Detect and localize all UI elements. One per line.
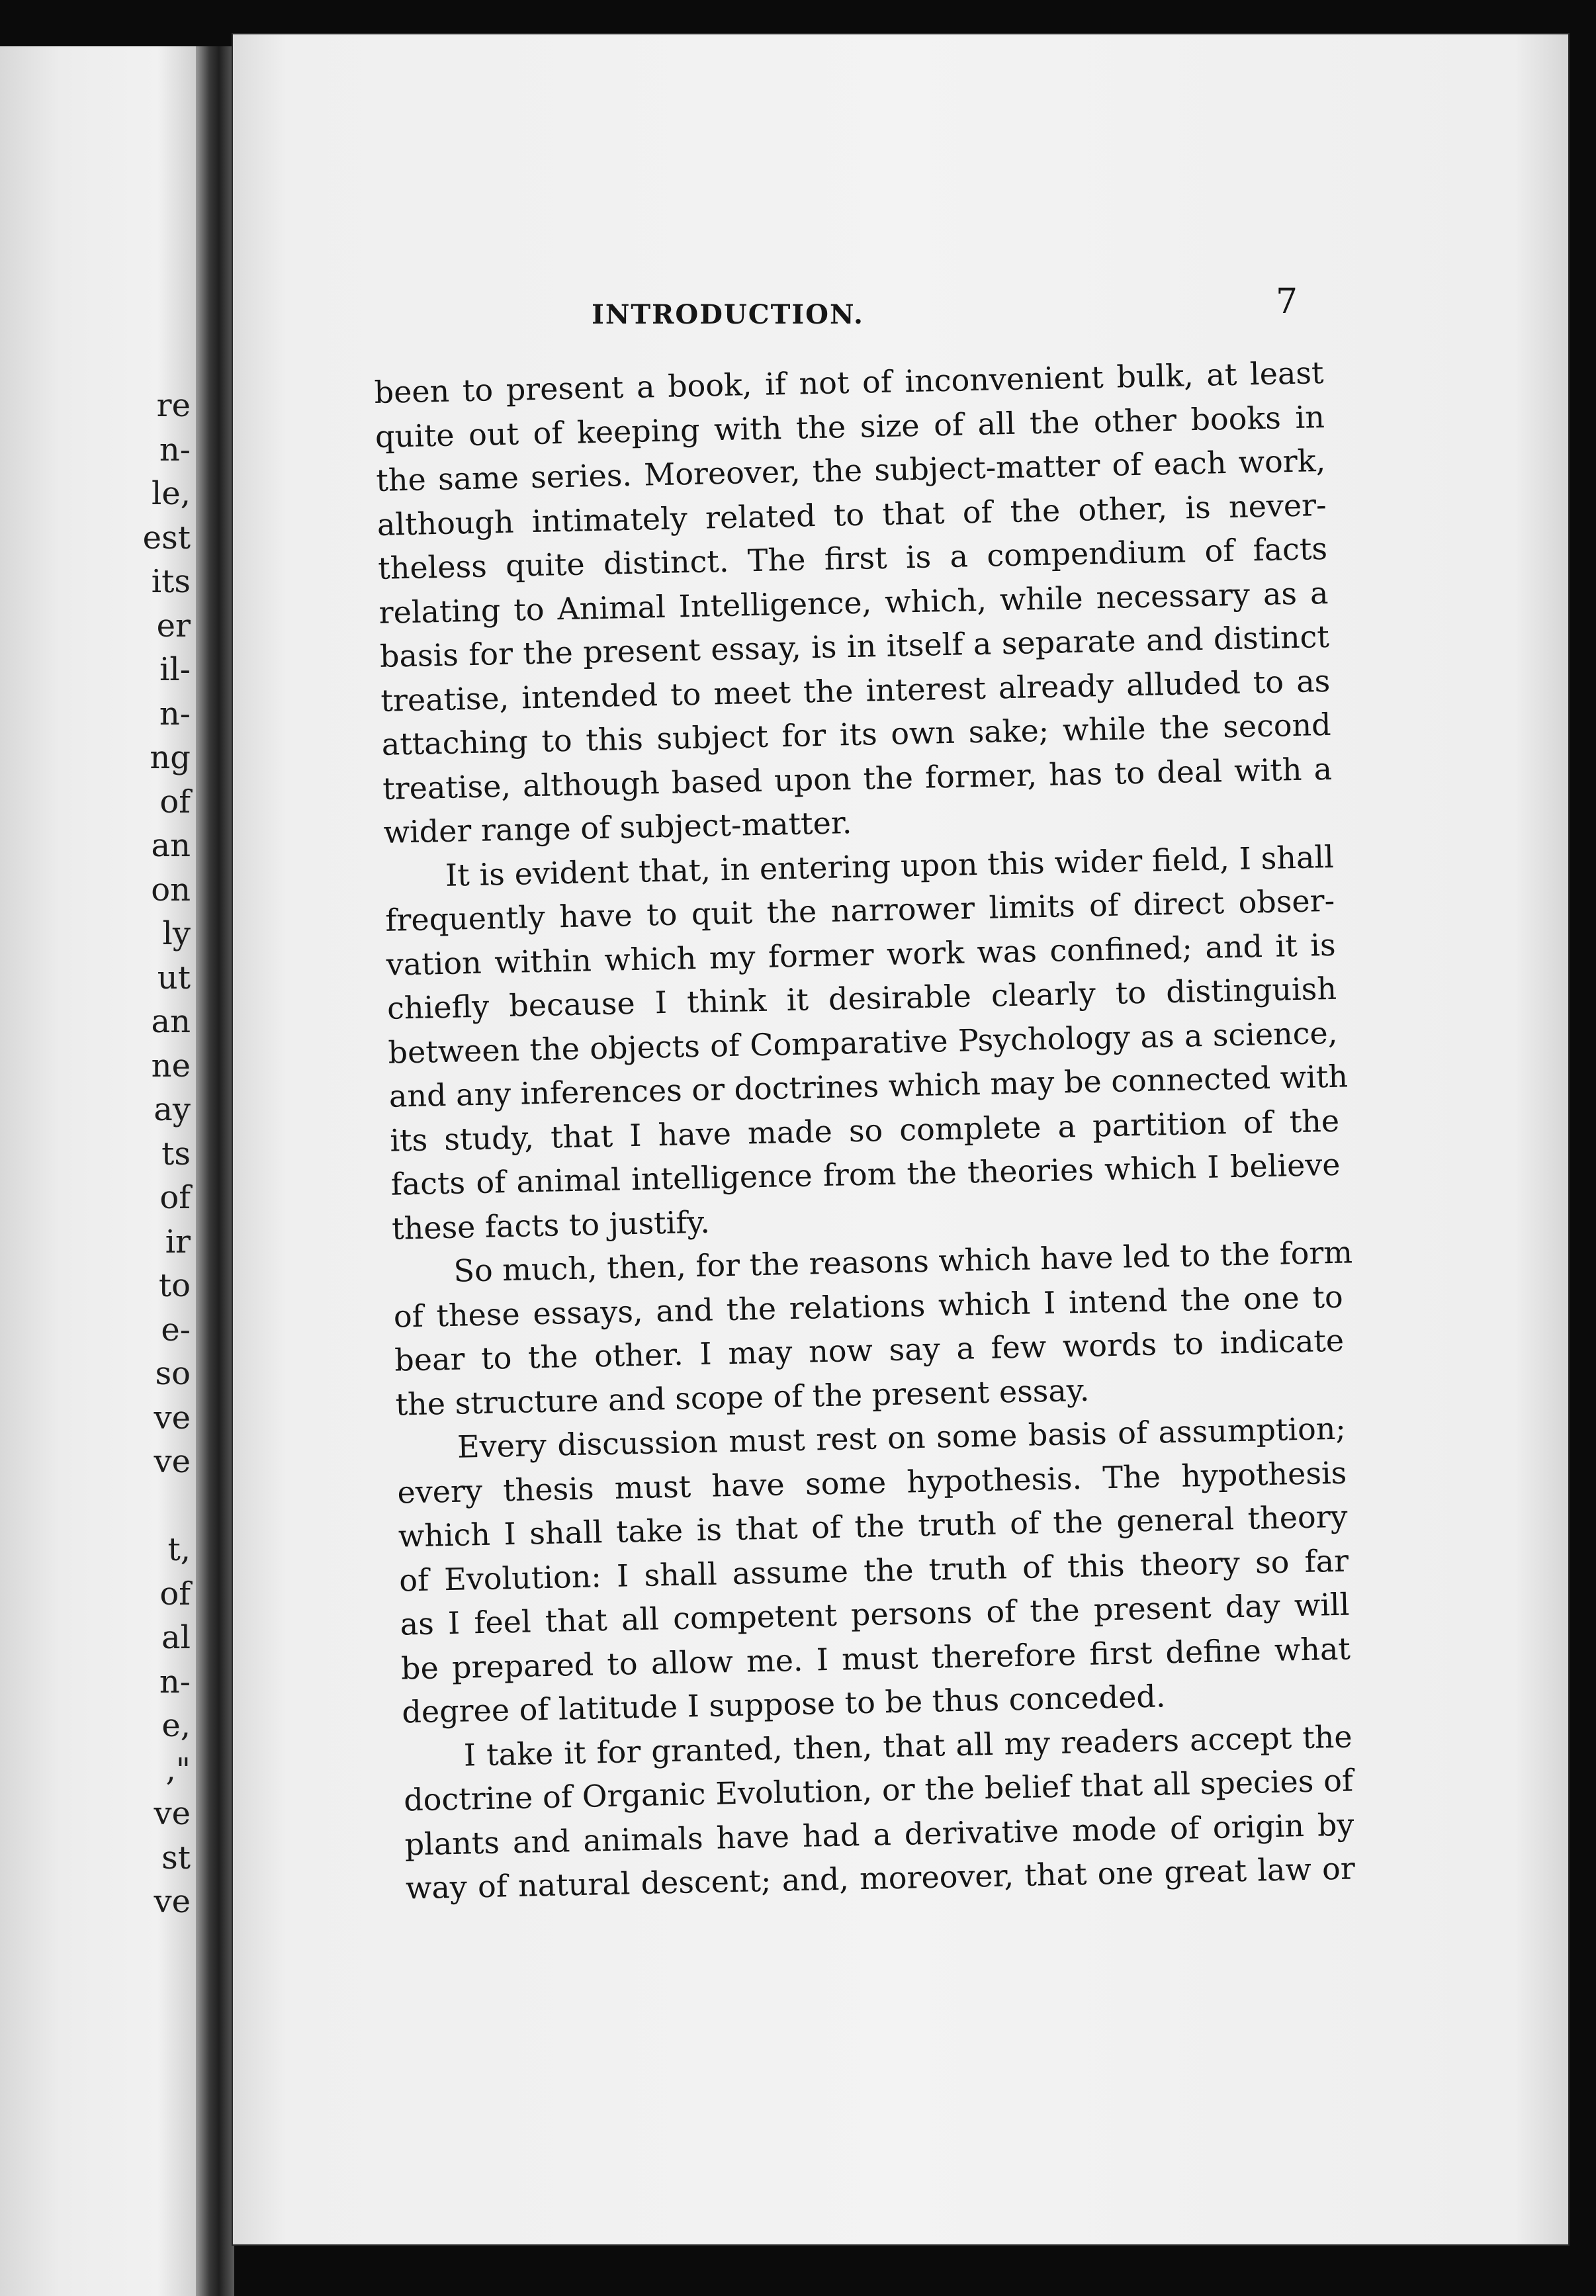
left-line: its — [151, 563, 191, 600]
left-line: le, — [151, 475, 191, 512]
left-line: est — [142, 519, 191, 556]
text-line: I take it for granted, then, that all my readers accept the — [463, 1718, 1353, 1773]
text-line: plants and animals have had a derivative mode of origin by — [404, 1806, 1354, 1863]
left-line: n- — [159, 1663, 191, 1700]
previous-page-line-endings — [0, 384, 197, 1924]
left-line: il- — [159, 651, 191, 688]
text-line: these facts to justify. — [391, 1204, 711, 1247]
left-line: al — [161, 1619, 191, 1656]
left-line: ts — [161, 1135, 191, 1172]
left-line: t, — [167, 1531, 191, 1568]
text-line: been to present a book, if not of inconvenient bulk, at least — [374, 354, 1324, 410]
text-line: its study, that I have made so complete a partition of the — [389, 1102, 1340, 1159]
left-line: to — [158, 1267, 191, 1304]
text-line: It is evident that, in entering upon this wider field, I shall — [445, 838, 1335, 893]
text-line: chiefly because I think it desirable clearly to distinguish — [386, 970, 1337, 1026]
text-line: theless quite distinct. The first is a compendium of facts — [377, 530, 1328, 586]
left-line: ut — [157, 959, 191, 996]
body-text — [374, 351, 1355, 1910]
left-line: ng — [150, 739, 191, 776]
text-line: doctrine of Organic Evolution, or the belief that all species of — [403, 1762, 1354, 1818]
text-line: every thesis must have some hypothesis. The hypothesis — [396, 1454, 1347, 1511]
text-line: attaching to this subject for its own sake; while the second — [381, 706, 1332, 762]
text-line: the structure and scope of the present essay. — [395, 1372, 1090, 1423]
left-line: n- — [159, 431, 191, 468]
left-line: ve — [154, 1883, 191, 1920]
left-line: e, — [161, 1707, 191, 1744]
left-line: ve — [154, 1443, 191, 1480]
running-head-title: INTRODUCTION. — [592, 299, 864, 330]
left-line: ir — [165, 1223, 191, 1260]
left-line: e- — [161, 1311, 191, 1348]
book-gutter — [196, 46, 234, 2296]
text-line: basis for the present essay, is in itself a separate and distinct — [379, 618, 1330, 674]
text-line: way of natural descent; and, moreover, that one great law or — [405, 1850, 1356, 1906]
text-line: although intimately related to that of the other, is never- — [377, 486, 1327, 543]
text-line: Every discussion must rest on some basis of assumption; — [457, 1410, 1347, 1465]
text-line: degree of latitude I suppose to be thus conceded. — [401, 1678, 1166, 1730]
text-line: facts of animal intelligence from the theories which I believe — [390, 1146, 1341, 1202]
text-line: of these essays, and the relations which I intend the one to — [393, 1278, 1344, 1335]
left-line: an — [151, 827, 191, 864]
left-line: of — [159, 1575, 191, 1612]
left-line: ," — [165, 1751, 191, 1788]
text-line: treatise, intended to meet the interest already alluded to as — [380, 662, 1331, 719]
left-line: er — [156, 607, 191, 644]
text-line: and any inferences or doctrines which may be connected with — [388, 1058, 1349, 1114]
left-line: of — [159, 1179, 191, 1216]
left-line: ay — [154, 1091, 191, 1128]
text-line: which I shall take is that of the truth of the general theory — [398, 1498, 1349, 1554]
text-line: of Evolution: I shall assume the truth of this theory so far — [398, 1542, 1349, 1599]
left-line: on — [151, 871, 191, 908]
text-line: relating to Animal Intelligence, which, while necessary as a — [378, 574, 1329, 631]
page-number: 7 — [1276, 282, 1298, 322]
text-line: as I feel that all competent persons of the present day will — [400, 1586, 1350, 1642]
left-line: ly — [162, 915, 191, 952]
left-line — [0, 1484, 197, 1528]
left-line: so — [155, 1355, 191, 1392]
left-line: ve — [154, 1795, 191, 1832]
text-line: bear to the other. I may now say a few words to indicate — [394, 1322, 1345, 1378]
previous-page-fragment — [0, 46, 197, 2296]
text-line: So much, then, for the reasons which have led to the form — [453, 1234, 1353, 1289]
left-line: of — [159, 783, 191, 820]
left-line: an — [151, 1003, 191, 1040]
text-line: wider range of subject-matter. — [383, 805, 852, 850]
text-line: treatise, although based upon the former, has to deal with a — [382, 750, 1333, 807]
text-line: quite out of keeping with the size of all the other books in — [375, 398, 1325, 455]
text-line: vation within which my former work was confined; and it is — [386, 926, 1337, 983]
text-line: the same series. Moreover, the subject-matter of each work, — [375, 442, 1326, 498]
left-line: ve — [154, 1399, 191, 1436]
left-line: n- — [159, 695, 191, 732]
text-line: be prepared to allow me. I must therefore first define what — [400, 1630, 1351, 1687]
left-line: ne — [151, 1047, 191, 1084]
left-line: re — [156, 387, 191, 424]
text-line: frequently have to quit the narrower limits of direct obser- — [384, 882, 1335, 938]
text-line: between the objects of Comparative Psychology as a science, — [388, 1014, 1338, 1071]
left-line: st — [161, 1839, 191, 1877]
